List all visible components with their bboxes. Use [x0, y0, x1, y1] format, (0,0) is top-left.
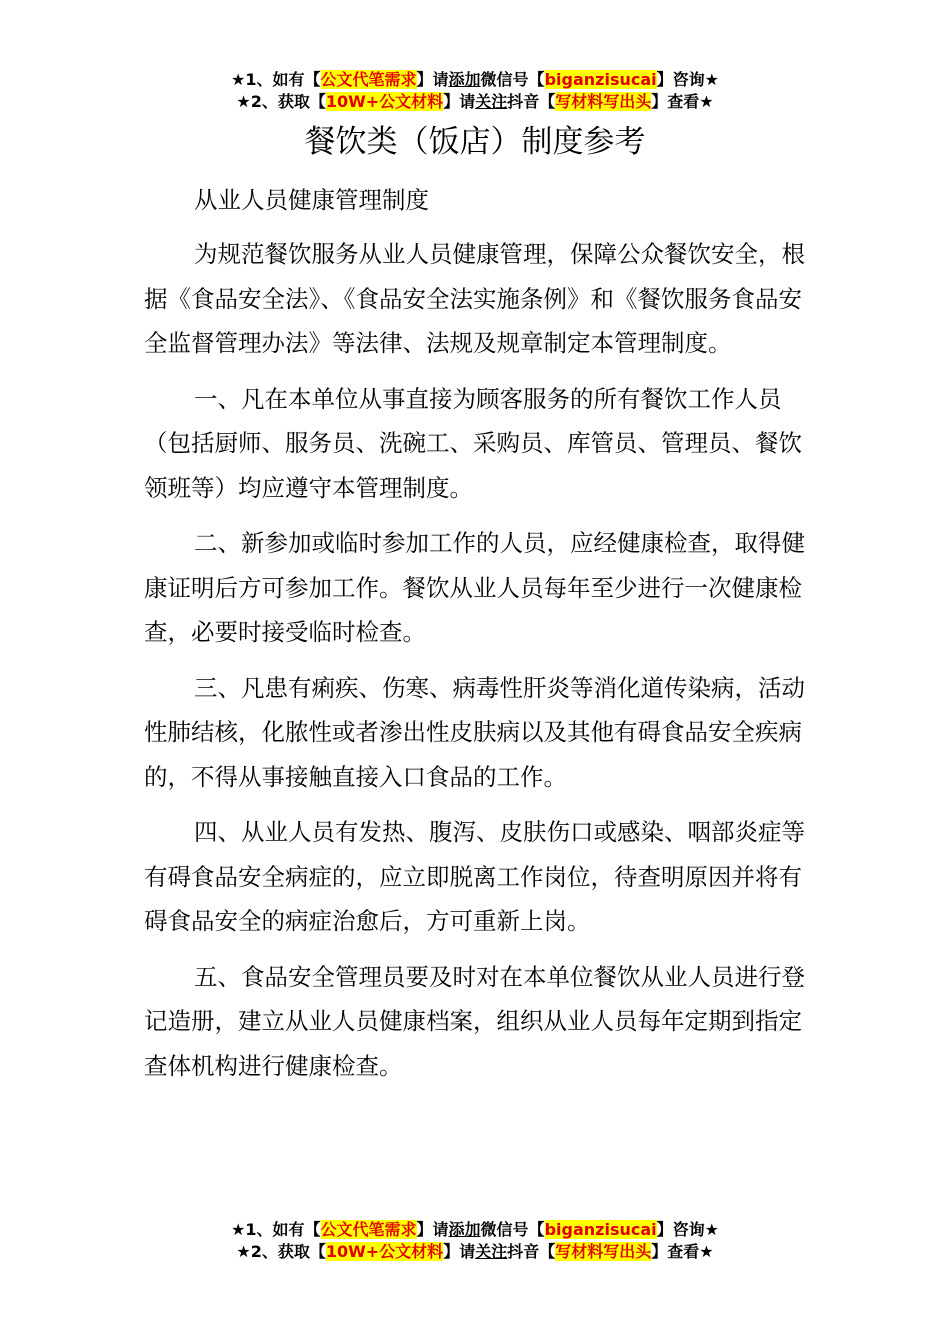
paragraph: 一、凡在本单位从事直接为顾客服务的所有餐饮工作人员（包括厨师、服务员、洗碗工、采购员、库管员、管理员、餐饮领班等）均应遵守本管理制度。: [144, 384, 802, 502]
banner-text: 】请: [416, 70, 449, 89]
materials-highlight: 10W+公文材料: [325, 92, 444, 111]
banner-text: 】咨询★: [656, 1220, 719, 1239]
banner-text: 】请: [443, 1242, 476, 1261]
paragraph: 三、凡患有痢疾、伤寒、病毒性肝炎等消化道传染病，活动性肺结核，化脓性或者渗出性皮肤病以及其他有碍食品安全疾病的，不得从事接触直接入口食品的工作。: [144, 673, 805, 791]
wechat-id-highlight: biganzisucai: [544, 70, 657, 89]
banner-text: 抖音【: [507, 1242, 556, 1261]
banner-text: 】查看★: [651, 92, 714, 111]
section-heading: 从业人员健康管理制度: [194, 186, 429, 214]
materials-highlight: 10W+公文材料: [325, 1242, 444, 1261]
wechat-id-highlight: biganzisucai: [544, 1220, 657, 1239]
banner-text: ★2、获取【: [236, 92, 326, 111]
service-highlight: 公文代笔需求: [320, 70, 417, 89]
document-body: [144, 178, 808, 1099]
footer-banner: [0, 1219, 950, 1263]
paragraph: 二、新参加或临时参加工作的人员，应经健康检查，取得健康证明后方可参加工作。餐饮从业人员每年至少进行一次健康检查，必要时接受临时检查。: [144, 529, 805, 646]
banner-text: 】查看★: [651, 1242, 714, 1261]
douyin-highlight: 写材料写出头: [555, 1242, 652, 1261]
follow-underlined: 关注: [475, 1242, 508, 1261]
document-title: 餐饮类（饭店）制度参考: [304, 124, 646, 160]
banner-line-2: [0, 1241, 950, 1263]
banner-text: 】请: [443, 92, 476, 111]
banner-text: ★1、如有【: [231, 1220, 321, 1239]
banner-text: 微信号【: [480, 70, 545, 89]
banner-text: 】请: [416, 1220, 449, 1239]
banner-text: 微信号【: [480, 1220, 545, 1239]
paragraph: 为规范餐饮服务从业人员健康管理，保障公众餐饮安全，根据《食品安全法》、《食品安全法实施条例》和《餐饮服务食品安全监督管理办法》等法律、法规及规章制定本管理制度。: [144, 240, 805, 357]
paragraph: 五、食品安全管理员要及时对在本单位餐饮从业人员进行登记造册，建立从业人员健康档案，组织从业人员每年定期到指定查体机构进行健康检查。: [144, 962, 805, 1080]
banner-text: 抖音【: [507, 92, 556, 111]
banner-text: 】咨询★: [656, 70, 719, 89]
paragraph: 四、从业人员有发热、腹泻、皮肤伤口或感染、咽部炎症等有碍食品安全病症的，应立即脱离工作岗位，待查明原因并将有碍食品安全的病症治愈后，方可重新上岗。: [144, 818, 805, 935]
header-banner: [0, 69, 950, 113]
follow-underlined: 关注: [475, 92, 508, 111]
banner-line-1: [0, 1219, 950, 1241]
banner-text: ★2、获取【: [236, 1242, 326, 1261]
add-underlined: 添加: [448, 70, 481, 89]
banner-text: ★1、如有【: [231, 70, 321, 89]
banner-line-2: [0, 91, 950, 113]
add-underlined: 添加: [448, 1220, 481, 1239]
douyin-highlight: 写材料写出头: [555, 92, 652, 111]
service-highlight: 公文代笔需求: [320, 1220, 417, 1239]
banner-line-1: [0, 69, 950, 91]
